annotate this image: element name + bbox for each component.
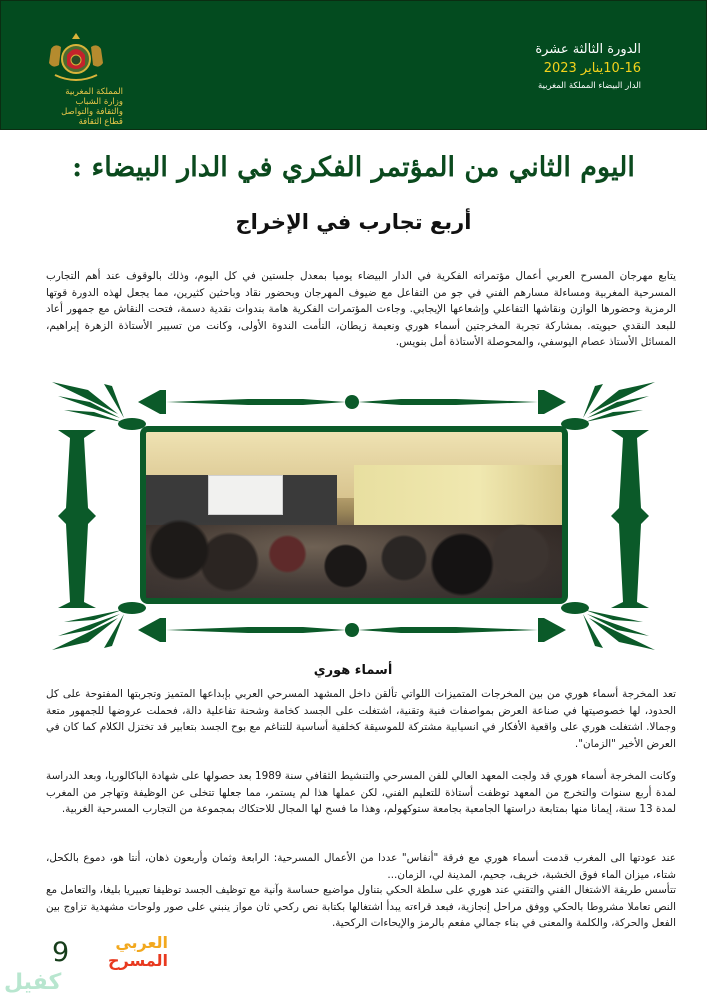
ministry-line: والثقافة والتواصل bbox=[61, 107, 123, 117]
ministry-line: قطاع الثقافة bbox=[78, 117, 123, 127]
intro-paragraph: يتابع مهرجان المسرح العربي أعمال مؤتمراته الفكرية في الدار البيضاء يوميا بمعدل جلستين في كل اليوم، وذلك بالوقوف عند أهم التجارب المسرحية المغربية ومساءلة مسارهم الفني في جو من التفاعل مع ضيوف المهرجان وبحضور نقاد وباحثين كثيرين، مما يجعل لهذه الدورة قوتها الرمزية وحضورها الوازن ونقاشها التفاعلي وإشعاعها الإيجابي. وجاءت المؤتمرات الفكرية هامة بندوات نقدية دسمة، فتحت النقاش مع جمهور أعاد للبعد النقدي حيويته. بمشاركة تجربة المخرجتين أسماء هوري ونعيمة زيطان، التأمت الندوة الأولى، وكانت من تسيير الأستاذة الزهرة إبراهيم، المسائل الأستاذ عصام اليوسفي، والمحوصلة الأستاذة أمل بنويس. bbox=[46, 270, 676, 348]
header-band bbox=[0, 0, 707, 130]
coat-of-arms-icon bbox=[41, 31, 111, 83]
ministry-line: وزارة الشباب bbox=[75, 97, 123, 107]
conference-photo bbox=[140, 426, 568, 604]
photo-caption: أسماء هوري bbox=[313, 663, 393, 678]
ornamental-photo-frame bbox=[48, 378, 659, 654]
festival-dates: 10-16يناير 2023 bbox=[543, 61, 641, 76]
magazine-logo-line2: المسرح bbox=[108, 951, 168, 970]
magazine-logo bbox=[78, 934, 168, 974]
body-paragraph: تتأسس طريقة الاشتغال الفني والتقني عند هوري على سلطة الحكي بتناول مواضيع حساسة وآنية مع توظيف الجسد توظيفا تعبيريا بليغا، والتعامل مع النص تعاملا مشروطا بالحكي ووفق مراحل إنجازية، فبعد قراءته يبدأ اشتغالها بكتابة نص ركحي ثان مواز ينبني على صور ولوحات مشهدية تزاوج بين الفعل والحركة، والكلمة والمعنى في بناء جمالي مفعم بالرمز والإيحاءات الركحية. bbox=[46, 884, 676, 929]
ministry-line: المملكة المغربية bbox=[65, 87, 123, 97]
page-number: 9 bbox=[52, 937, 70, 968]
ministry-name bbox=[23, 87, 123, 127]
article-subtitle: أربع تجارب في الإخراج bbox=[235, 210, 472, 234]
festival-place: الدار البيضاء المملكة المغربية bbox=[537, 81, 641, 91]
watermark-logo: كفيل bbox=[4, 970, 62, 995]
session-label: الدورة الثالثة عشرة bbox=[535, 42, 641, 57]
magazine-logo-line1: العربي bbox=[115, 933, 168, 952]
body-paragraph: تعد المخرجة أسماء هوري من بين المخرجات المتميزات اللواتي تألقن داخل المشهد المسرحي العربي بإبداعها المتميز وتجربتها المفتوحة على كل الحدود، لها خصوصيتها في صناعة العرض بمواصفات فنية وتقنية، اشتغلت على الجسد كخامة وشحنة تفاعلية دالة، فحملت عروضها للجمهور متعة وجمالا. اشتغلت هوري على واقعية الأفكار في انسيابية مشتركة للموسيقة كخلفية أساسية للتناغم مع بوح الجسد بتعابير قد تختزل الكلام كما كان في العرض الأخير "الزمان". bbox=[46, 688, 676, 750]
article-title: اليوم الثاني من المؤتمر الفكري في الدار البيضاء : bbox=[72, 152, 635, 183]
body-paragraph: وكانت المخرجة أسماء هوري قد ولجت المعهد العالي للفن المسرحي والتنشيط الثقافي سنة 1989 بعد حصولها على شهادة الباكالوريا، وبعد الدراسة لمدة أربع سنوات والتخرج من المعهد توظفت أستاذة للتعليم الفني، لكن عملها هذا لم يستمر، مما جعلها تتخلى عن الوظيفة وتهاجر من المغرب لمدة 13 سنة، إيمانا منها بمتابعة دراستها الجامعية بجامعة ستوكهولم، وهذا ما فسح لها المجال للاحتكاك بمجموعة من التجارب المسرحية الغربية. bbox=[46, 770, 676, 815]
festival-edition bbox=[441, 41, 641, 93]
body-paragraph: عند عودتها الى المغرب قدمت أسماء هوري مع فرقة "أنفاس" عددا من الأعمال المسرحية: الرابعة وثمان وأربعون ذهان، أنتا هو، دموع بالكحل، شتاء، ميزان الماء فوق الخشبة، خريف، جحيم، المدينة لي، الزمان... bbox=[46, 852, 676, 881]
projection-screen bbox=[208, 475, 283, 515]
audience bbox=[146, 518, 562, 598]
